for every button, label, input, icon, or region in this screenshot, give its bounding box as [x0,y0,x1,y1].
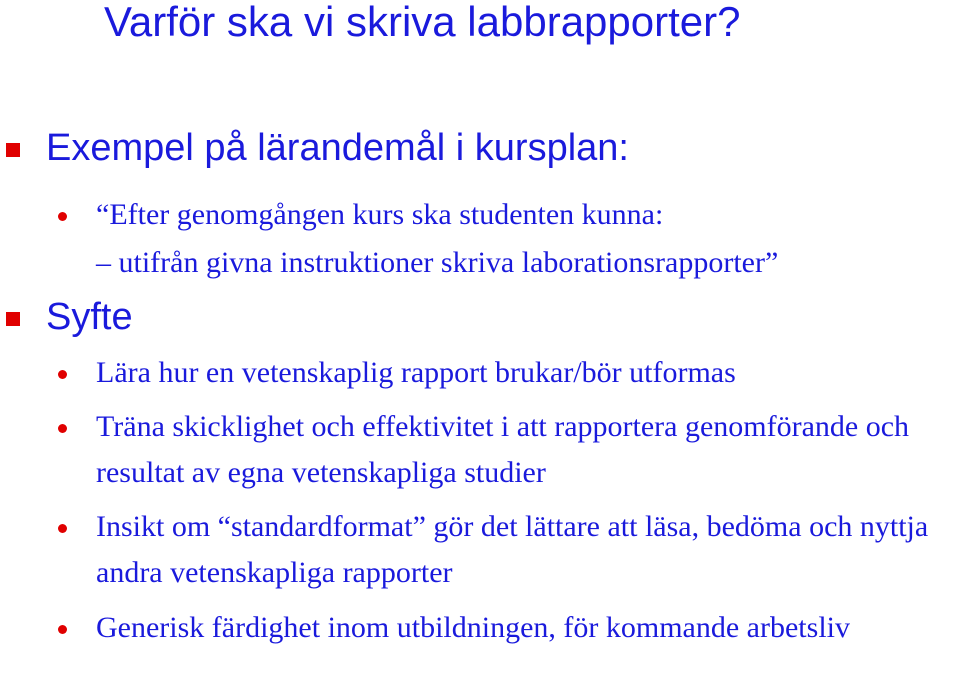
square-bullet-icon [6,143,20,157]
round-bullet-icon [58,625,67,634]
round-bullet-icon [58,424,67,433]
list-item-text: Generisk färdighet inom utbildningen, för kommande arbetsliv [96,611,850,644]
round-bullet-icon [58,212,67,221]
list-item-text: “Efter genomgången kurs ska studenten kunna: [96,198,664,231]
round-bullet-icon [58,370,67,379]
list-item-text: Insikt om “standardformat” gör det lättare att läsa, bedöma och nyttja andra vetenskapliga rapporter [96,510,929,589]
section-heading-text: Exempel på lärandemål i kursplan: [46,127,629,169]
slide-title: Varför ska vi skriva labbrapporter? [104,0,741,45]
list-item-text: Lära hur en vetenskaplig rapport brukar/bör utformas [96,356,736,389]
list-subitem-goal: – utifrån givna instruktioner skriva laborationsrapporter” [96,246,779,279]
section-heading-text: Syfte [46,296,133,338]
square-bullet-icon [6,312,20,326]
round-bullet-icon [58,524,67,533]
list-item-text: Träna skicklighet och effektivitet i att rapportera genomförande och resultat av egna vetenskapliga studier [96,410,910,489]
